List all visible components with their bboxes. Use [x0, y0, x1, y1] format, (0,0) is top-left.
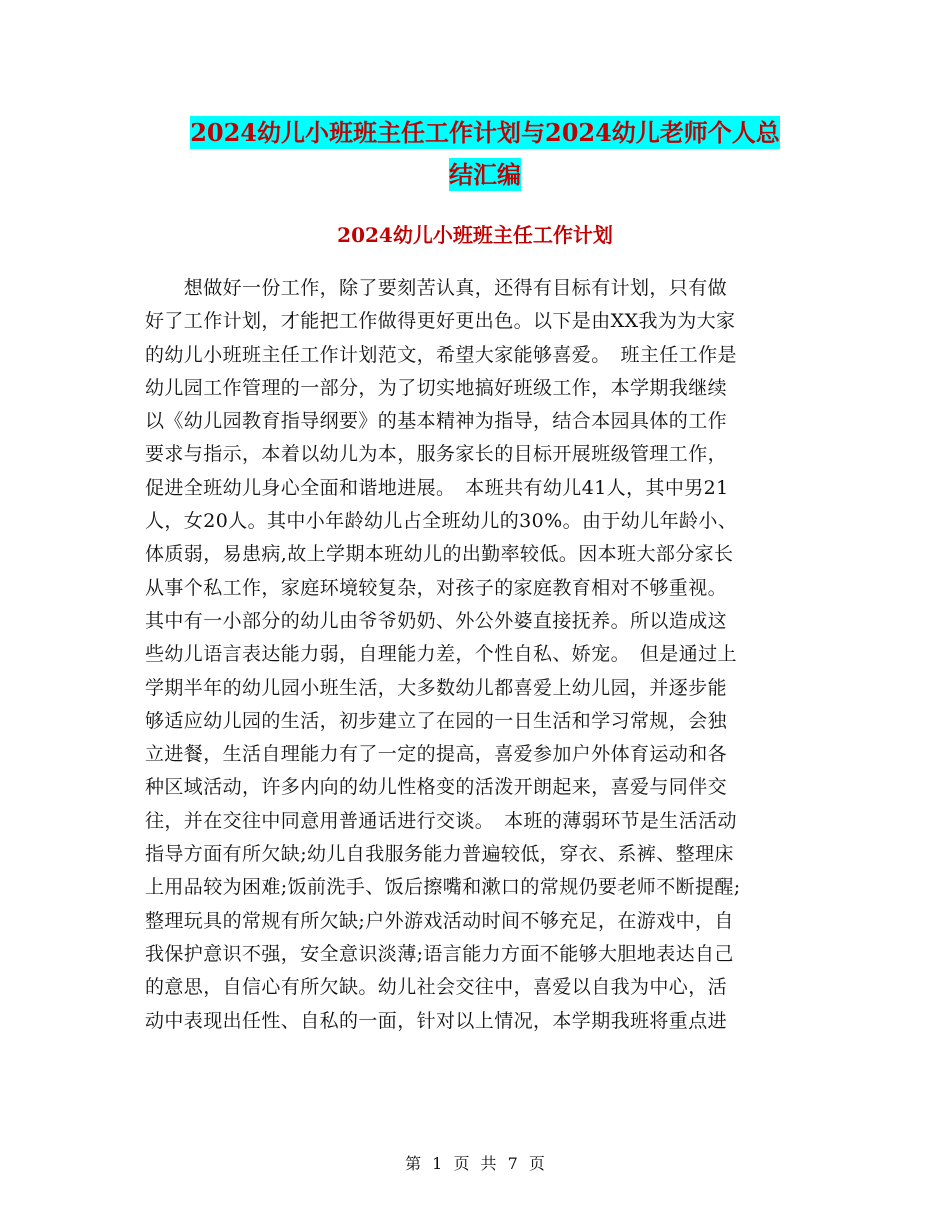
body-line: 动中表现出任性、自私的一面，针对以上情况，本学期我班将重点进: [145, 1009, 728, 1032]
body-line: 体质弱，易患病,故上学期本班幼儿的出勤率较低。因本班大部分家长: [145, 543, 734, 566]
page-footer: 第 1 页 共 7 页: [405, 1154, 545, 1173]
body-line: 好了工作计划，才能把工作做得更好更出色。以下是由XX我为为大家: [145, 310, 736, 333]
body-line: 整理玩具的常规有所欠缺;户外游戏活动时间不够充足，在游戏中，自: [145, 909, 734, 932]
body-line: 上用品较为困难;饭前洗手、饭后擦嘴和漱口的常规仍要老师不断提醒;: [145, 876, 741, 899]
body-text: [145, 272, 805, 1038]
body-line: 我保护意识不强，安全意识淡薄;语言能力方面不能够大胆地表达自己: [145, 942, 734, 965]
body-line: 的意思，自信心有所欠缺。幼儿社会交往中，喜爱以自我为中心，活: [145, 976, 728, 999]
body-line: 学期半年的幼儿园小班生活，大多数幼儿都喜爱上幼儿园，并逐步能: [145, 676, 728, 699]
body-line: 够适应幼儿园的生活，初步建立了在园的一日生活和学习常规，会独: [145, 709, 728, 732]
body-line: 的幼儿小班班主任工作计划范文，希望大家能够喜爱。 班主任工作是: [145, 343, 737, 366]
section-heading: 2024幼儿小班班主任工作计划: [337, 223, 613, 247]
body-line: 指导方面有所欠缺;幼儿自我服务能力普遍较低，穿衣、系裤、整理床: [145, 843, 734, 866]
body-line: 幼儿园工作管理的一部分，为了切实地搞好班级工作，本学期我继续: [145, 376, 728, 399]
document-title-line-2: 结汇编: [449, 160, 521, 189]
body-line: 往，并在交往中同意用普通话进行交谈。 本班的薄弱环节是生活活动: [145, 809, 737, 832]
body-line: 些幼儿语言表达能力弱，自理能力差，个性自私、娇宠。 但是通过上: [145, 643, 737, 666]
body-line: 种区域活动，许多内向的幼儿性格变的活泼开朗起来，喜爱与同伴交: [145, 776, 728, 799]
body-line: 人，女20人。其中小年龄幼儿占全班幼儿的30%。由于幼儿年龄小、: [145, 510, 738, 533]
body-line: 促进全班幼儿身心全面和谐地进展。 本班共有幼儿41人，其中男21: [145, 476, 729, 499]
body-line: 要求与指示，本着以幼儿为本，服务家长的目标开展班级管理工作，: [145, 443, 728, 466]
body-line: 立进餐，生活自理能力有了一定的提高，喜爱参加户外体育运动和各: [145, 743, 728, 766]
document-title-line-1: 2024幼儿小班班主任工作计划与2024幼儿老师个人总: [190, 118, 780, 147]
body-line: 以《幼儿园教育指导纲要》的基本精神为指导，结合本园具体的工作: [145, 410, 728, 433]
body-line: 想做好一份工作，除了要刻苦认真，还得有目标有计划，只有做: [145, 277, 728, 299]
body-line: 其中有一小部分的幼儿由爷爷奶奶、外公外婆直接抚养。所以造成这: [145, 609, 728, 632]
document-title: [140, 112, 830, 196]
body-line: 从事个私工作，家庭环境较复杂，对孩子的家庭教育相对不够重视。: [145, 576, 728, 599]
